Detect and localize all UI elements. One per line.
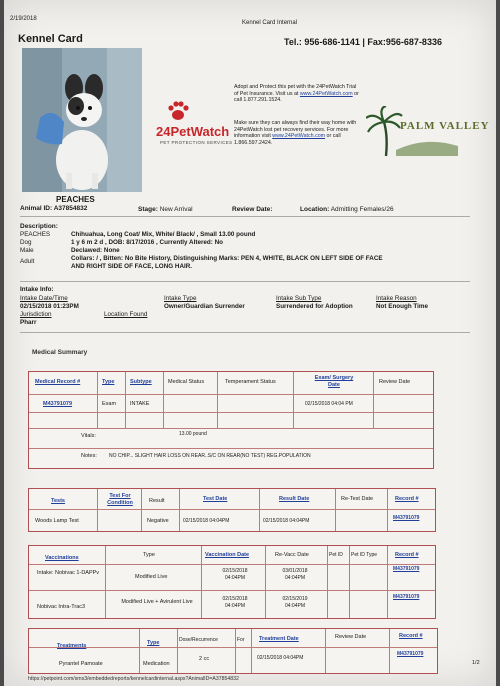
col-vaccination-date[interactable]: Vaccination Date — [205, 552, 250, 558]
medical-summary-title: Medical Summary — [32, 349, 88, 356]
palm-valley-logo — [366, 106, 490, 158]
insurance-link-2[interactable]: www.24PetWatch.com — [272, 133, 326, 140]
test-date: 02/15/2018 04:04PM — [183, 518, 230, 524]
intake-reason-value: Not Enough Time — [376, 303, 429, 310]
animal-id — [20, 205, 87, 212]
col-subtype[interactable]: Subtype — [130, 379, 152, 385]
intake-type-label: Intake Type — [164, 295, 197, 302]
col-review-date: Review Date — [379, 379, 411, 385]
col-medical-record[interactable]: Medical Record # — [35, 379, 81, 385]
print-date: 2/19/2018 — [10, 16, 37, 22]
vacc-date: 02/15/2018 04:04PM — [222, 596, 248, 609]
description-values — [71, 231, 471, 271]
vacc-record-link[interactable]: M43791079 — [393, 594, 420, 600]
col-record[interactable]: Record # — [395, 496, 419, 502]
treatment-dose: 2 cc — [199, 656, 210, 662]
col-treatment-record[interactable]: Record # — [399, 633, 423, 639]
desc-declawed: Declawed: None — [71, 247, 120, 254]
vacc-record-link[interactable]: M43791079 — [393, 566, 420, 572]
test-result-date: 02/15/2018 04:04PM — [263, 518, 310, 524]
test-record-link[interactable]: M43791079 — [393, 515, 420, 521]
page-number: 1/2 — [472, 660, 480, 666]
intake-type-value: Owner/Guardian Surrender — [164, 303, 245, 310]
col-tests[interactable]: Tests — [51, 498, 65, 504]
stage-value: New Arrival — [159, 206, 193, 213]
animal-stage — [138, 206, 193, 213]
intake-date-value: 02/15/2018 01:23PM — [20, 303, 79, 310]
intake-info-label: Intake Info: — [20, 286, 54, 293]
chihuahua-photo-icon — [22, 48, 142, 192]
col-vacc-type: Type — [143, 552, 155, 558]
divider — [20, 281, 470, 282]
contact-phone-fax: Tel.: 956-686-1141 | Fax:956-687-8336 — [284, 37, 442, 47]
desc-key: Dog — [20, 239, 32, 246]
col-for: For — [237, 637, 245, 643]
divider — [20, 332, 470, 333]
intake-subtype-value: Surrendered for Adoption — [276, 303, 353, 310]
treatment-type: Medication — [143, 661, 170, 667]
jurisdiction-value: Pharr — [20, 319, 37, 326]
insurance-link-1[interactable]: www.24PetWatch.com — [299, 90, 353, 97]
petwatch-brand: 24PetWatch — [156, 124, 230, 139]
vitals-label: Vitals: — [81, 433, 96, 439]
vacc-date: 02/15/2018 04:04PM — [222, 568, 248, 581]
kennel-card-page — [4, 0, 496, 686]
insurance-text-1b: or call 1.877.291.1524. — [234, 90, 359, 104]
insurance-adopt-text — [234, 84, 362, 104]
revacc-date: 02/15/2019 04:04PM — [282, 596, 308, 609]
medical-exam-date: 02/15/2018 04:04 PM — [305, 401, 353, 407]
col-result: Result — [149, 498, 165, 504]
insurance-recovery-text — [234, 120, 362, 146]
review-date-label: Review Date: — [232, 206, 273, 213]
notes-value: NO CHIP... SLIGHT HAIR LOSS ON REAR..S/C ON REAR(NO TEST) REG.POPULATION — [109, 453, 311, 459]
insurance-text-1: Adopt and Protect this pet with the 24PetWatch Trial of Pet Insurance. Visit us at — [234, 84, 357, 97]
col-test-for-condition[interactable]: Test For Condition — [107, 493, 133, 506]
desc-marks-cont: AND RIGHT SIDE OF FACE, LONG HAIR. — [71, 263, 193, 270]
desc-age: 1 y 6 m 2 d , DOB: 8/17/2016 , Currently Altered: No — [71, 239, 223, 246]
tests-table — [28, 488, 436, 532]
animal-id-label: Animal ID: — [20, 205, 53, 212]
test-name: Woods Lamp Test — [35, 518, 79, 524]
intake-reason — [376, 295, 428, 311]
desc-key: PEACHES — [20, 231, 51, 238]
intake-reason-label: Intake Reason — [376, 295, 417, 302]
desc-marks: Collars: / , Bitten: No Bite History, Distinguishing Marks: PEN 4, WHITE, BLACK ON LEFT SIDE OF FACE — [71, 255, 383, 262]
vacc-name: Nobivac Intra-Trac3 — [37, 604, 86, 610]
treatment-date: 02/15/2018 04:04PM — [257, 655, 304, 661]
revacc-date: 03/01/2018 04:04PM — [282, 568, 308, 581]
col-treatment-date[interactable]: Treatment Date — [259, 636, 299, 642]
card-title: Kennel Card — [18, 33, 83, 45]
jurisdiction-label: Jurisdiction — [20, 311, 52, 318]
divider — [20, 216, 470, 217]
col-vaccinations[interactable]: Vaccinations — [45, 555, 79, 561]
intake-subtype-label: Intake Sub Type — [276, 295, 322, 302]
col-exam-date[interactable]: Exam/ Surgery Date — [314, 375, 354, 388]
description-label: Description: — [20, 223, 58, 230]
vacc-type: Modified Live — [135, 574, 168, 580]
petwatch-tagline: PET PROTECTION SERVICES — [160, 140, 233, 145]
paw-icon — [166, 100, 190, 122]
location-label: Location: — [300, 206, 330, 213]
stage-label: Stage: — [138, 206, 158, 213]
test-result: Negative — [147, 518, 169, 524]
col-pet-id-type: Pet ID Type — [351, 552, 378, 558]
palm-valley-wordmark: PALM VALLEY — [400, 120, 490, 132]
col-vacc-record[interactable]: Record # — [395, 552, 419, 558]
vacc-name: Intake: Nobivac 1-DAPPv — [37, 570, 100, 576]
description-keys — [20, 231, 50, 266]
insurance-text-2: Make sure they can always find their way home with 24PetWatch lost pet recovery services. For more information visit — [234, 120, 357, 140]
medical-subtype: INTAKE — [130, 401, 150, 407]
vaccinations-table — [28, 545, 436, 619]
palm-tree-icon — [366, 106, 462, 158]
intake-left — [20, 295, 79, 327]
col-medical-status: Medical Status — [168, 379, 205, 385]
footer-url[interactable]: https://petpoint.com/sms3/embeddedreports/kennelcardinternal.aspx?AnimalID=A37854832 — [28, 676, 239, 682]
desc-key: Adult — [20, 258, 35, 265]
desc-key: Male — [20, 247, 34, 254]
vacc-type: Modified Live + Avirulent Live — [121, 599, 193, 605]
col-type[interactable]: Type — [102, 379, 115, 385]
treatment-name: Pyrantel Pamoate — [59, 661, 103, 667]
col-retest-date: Re-Test Date — [341, 496, 374, 502]
notes-label: Notes: — [81, 453, 97, 459]
col-pet-id: Pet ID — [329, 552, 343, 558]
desc-breed: Chihuahua, Long Coat/ Mix, White/ Black/ , Small 13.00 pound — [71, 231, 256, 238]
animal-photo — [22, 48, 142, 192]
col-treatment-review-date: Review Date — [335, 634, 367, 640]
treatment-record-link[interactable]: M43791079 — [397, 651, 424, 657]
insurance-text-2b: or call 1.866.597.2424. — [234, 133, 341, 146]
medical-type: Exam — [102, 401, 117, 407]
animal-name: PEACHES — [56, 195, 95, 204]
treatments-table — [28, 628, 438, 674]
col-treatments[interactable]: Treatments — [57, 643, 87, 649]
col-revacc-date: Re-Vacc Date — [275, 552, 309, 558]
col-result-date[interactable]: Result Date — [279, 496, 310, 502]
medical-record-link[interactable]: M43791079 — [43, 401, 73, 407]
document-title: Kennel Card Internal — [242, 20, 298, 26]
col-temperament-status: Temperament Status — [225, 379, 276, 385]
location-found-label: Location Found — [104, 311, 148, 318]
col-dose: Dose/Recurrence — [179, 637, 218, 643]
intake-type — [164, 295, 245, 311]
location-value: Admitting Females/26 — [330, 206, 394, 213]
intake-date-label: Intake Date/Time — [20, 295, 68, 302]
col-treatment-type[interactable]: Type — [147, 640, 160, 646]
animal-location — [300, 206, 394, 213]
vitals-value: 13.00 pound — [179, 431, 207, 437]
col-test-date[interactable]: Test Date — [203, 496, 228, 502]
intake-subtype — [276, 295, 353, 311]
medical-summary-table — [28, 371, 434, 469]
animal-id-value: A37854832 — [53, 205, 88, 212]
